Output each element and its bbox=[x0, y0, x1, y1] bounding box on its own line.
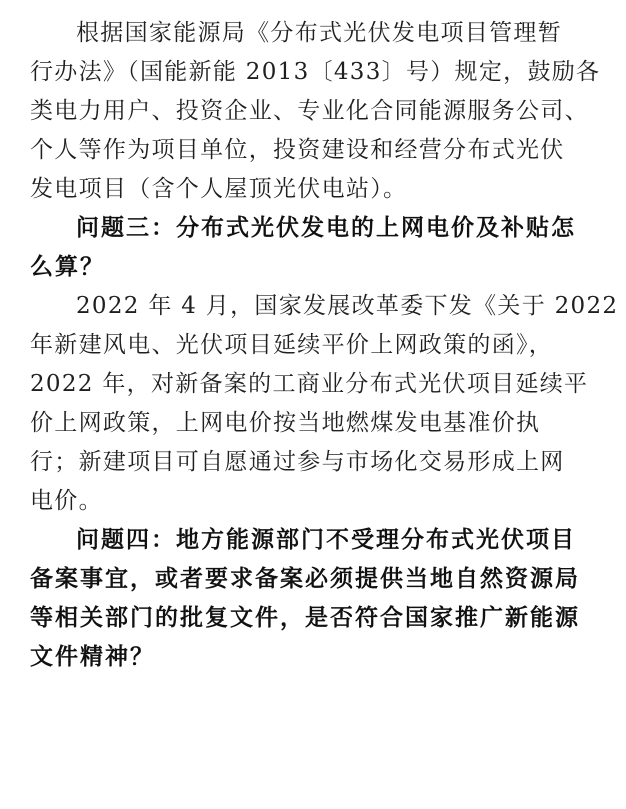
text-line: 行办法》（国能新能 2013〔433〕号）规定，鼓励各 bbox=[30, 59, 601, 85]
heading-line: 问题三：分布式光伏发电的上网电价及补贴怎 bbox=[76, 215, 576, 241]
question-3-heading bbox=[30, 209, 594, 287]
heading-line: 等相关部门的批复文件，是否符合国家推广新能源 bbox=[30, 605, 580, 631]
heading-line: 文件精神？ bbox=[30, 644, 155, 670]
text-line: 电价。 bbox=[30, 488, 103, 514]
document-page bbox=[30, 14, 619, 677]
heading-line: 备案事宜，或者要求备案必须提供当地自然资源局 bbox=[30, 566, 580, 592]
heading-line: 么算？ bbox=[30, 254, 105, 280]
text-line: 2022 年 4 月，国家发展改革委下发《关于 2022 bbox=[76, 293, 619, 319]
paragraph-distributed-pv-policy bbox=[30, 14, 601, 209]
text-line: 发电项目（含个人屋顶光伏电站）。 bbox=[30, 176, 408, 202]
heading-line: 问题四：地方能源部门不受理分布式光伏项目 bbox=[76, 527, 576, 553]
question-4-heading bbox=[30, 521, 594, 677]
text-line: 类电力用户、投资企业、专业化合同能源服务公司、 bbox=[30, 98, 589, 124]
text-line: 年新建风电、光伏项目延续平价上网政策的函》， bbox=[30, 332, 554, 358]
text-line: 个人等作为项目单位，投资建设和经营分布式光伏 bbox=[30, 137, 565, 163]
paragraph-grid-price-policy bbox=[30, 287, 619, 521]
text-line: 价上网政策，上网电价按当地燃煤发电基准价执 bbox=[30, 410, 541, 436]
text-line: 行；新建项目可自愿通过参与市场化交易形成上网 bbox=[30, 449, 565, 475]
text-line: 2022 年，对新备案的工商业分布式光伏项目延续平 bbox=[30, 371, 589, 397]
text-line: 根据国家能源局《分布式光伏发电项目管理暂 bbox=[76, 20, 562, 46]
